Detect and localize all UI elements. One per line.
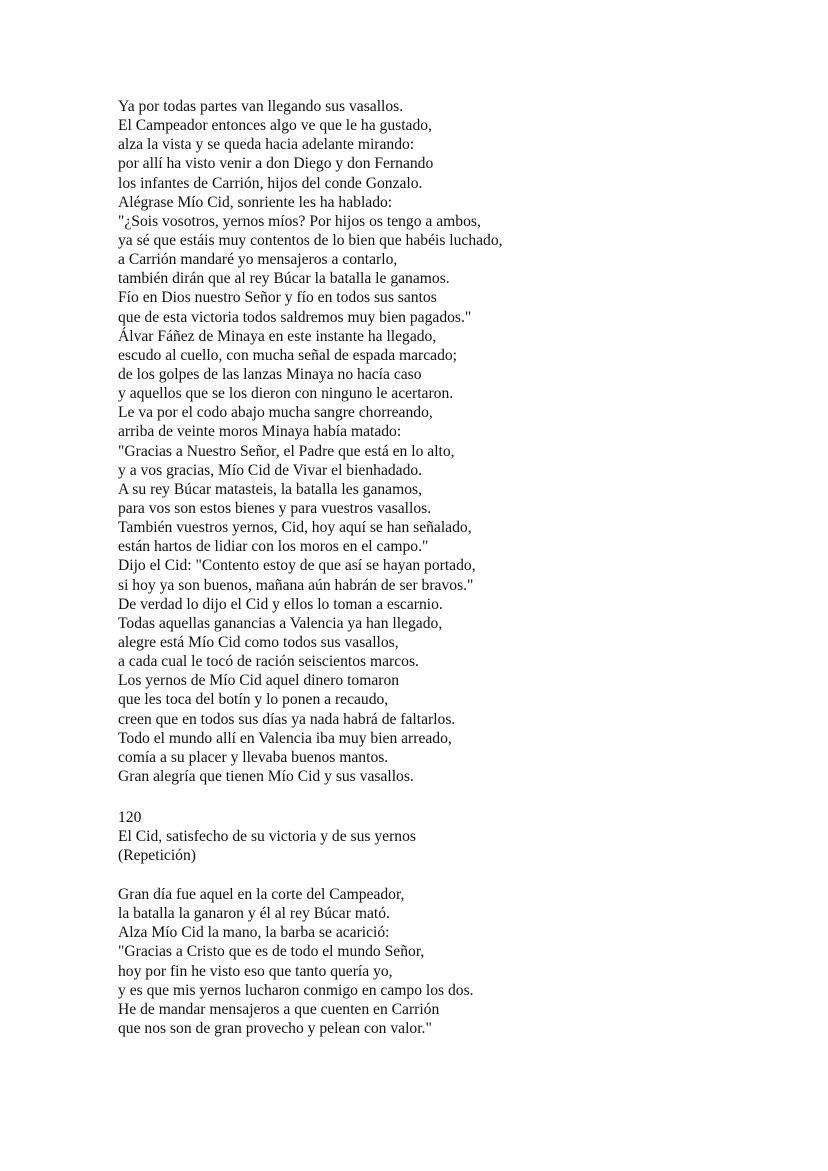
verse-line: hoy por fin he visto eso que tanto quería yo, [118, 962, 393, 980]
verse-line: Dijo el Cid: "Contento estoy de que así se hayan portado, [118, 557, 476, 575]
verse-line: escudo al cuello, con mucha señal de espada marcado; [118, 346, 458, 364]
verse-line: Gran día fue aquel en la corte del Campeador, [118, 886, 405, 903]
verse-line: y aquellos que se los dieron con ninguno le acertaron. [118, 385, 454, 403]
verse-line: ya sé que estáis muy contentos de lo bien que habéis luchado, [118, 231, 503, 249]
verse-line: alza la vista y se queda hacia adelante mirando: [118, 136, 415, 154]
verse-line: "Gracias a Nuestro Señor, el Padre que está en lo alto, [118, 442, 455, 460]
verse-line: a cada cual le tocó de ración seiscientos marcos. [118, 653, 419, 671]
verse-line: Gran alegría que tienen Mío Cid y sus vasallos. [118, 767, 414, 785]
section-subtitle: (Repetición) [118, 847, 196, 865]
verse-line: que nos son de gran provecho y pelean con valor." [118, 1019, 432, 1037]
verse-line: a Carrión mandaré yo mensajeros a contarlo, [118, 251, 398, 269]
section-header [118, 808, 416, 865]
verse-line: de los golpes de las lanzas Minaya no hacía caso [118, 365, 422, 383]
verse-line: He de mandar mensajeros a que cuenten en Carrión [118, 1000, 440, 1018]
verse-line: A su rey Búcar matasteis, la batalla les ganamos, [118, 480, 422, 498]
verse-line: también dirán que al rey Búcar la batalla le ganamos. [118, 270, 450, 288]
verse-line: Alza Mío Cid la mano, la barba se acarició: [118, 924, 390, 942]
verse-line: Los yernos de Mío Cid aquel dinero tomaron [118, 672, 400, 690]
verse-line: creen que en todos sus días ya nada habrá de faltarlos. [118, 710, 456, 728]
verse-line: y es que mis yernos lucharon conmigo en campo los dos. [118, 981, 474, 999]
verse-line: si hoy ya son buenos, mañana aún habrán de ser bravos." [118, 576, 474, 594]
verse-line: Alégrase Mío Cid, sonriente les ha hablado: [118, 193, 393, 211]
verse-line: De verdad lo dijo el Cid y ellos lo toman a escarnio. [118, 595, 443, 613]
verse-line: Todo el mundo allí en Valencia iba muy bien arreado, [118, 729, 452, 747]
verse-stanza-2 [118, 885, 474, 1038]
verse-line: "Gracias a Cristo que es de todo el mundo Señor, [118, 943, 425, 961]
verse-line: También vuestros yernos, Cid, hoy aquí se han señalado, [118, 519, 472, 537]
section-title: El Cid, satisfecho de su victoria y de sus yernos [118, 828, 416, 846]
verse-line: arriba de veinte moros Minaya había matado: [118, 423, 402, 441]
verse-line: que les toca del botín y lo ponen a recaudo, [118, 691, 389, 709]
verse-line: Fío en Dios nuestro Señor y fío en todos sus santos [118, 289, 437, 307]
verse-line: El Campeador entonces algo ve que le ha gustado, [118, 117, 432, 135]
verse-line: para vos son estos bienes y para vuestros vasallos. [118, 499, 432, 517]
verse-line: por allí ha visto venir a don Diego y don Fernando [118, 155, 434, 173]
verse-line: alegre está Mío Cid como todos sus vasallos, [118, 633, 399, 651]
verse-line: Álvar Fáñez de Minaya en este instante ha llegado, [118, 327, 437, 345]
verse-line: los infantes de Carrión, hijos del conde Gonzalo. [118, 174, 423, 192]
section-number: 120 [118, 809, 142, 826]
verse-line: y a vos gracias, Mío Cid de Vivar el bienhadado. [118, 461, 423, 479]
verse-line: comía a su placer y llevaba buenos mantos. [118, 748, 389, 766]
verse-line: que de esta victoria todos saldremos muy bien pagados." [118, 308, 472, 326]
verse-line: "¿Sois vosotros, yernos míos? Por hijos os tengo a ambos, [118, 212, 481, 230]
verse-line: la batalla la ganaron y él al rey Búcar mató. [118, 905, 390, 923]
verse-line: Ya por todas partes van llegando sus vasallos. [118, 98, 404, 115]
verse-line: Le va por el codo abajo mucha sangre chorreando, [118, 404, 433, 422]
verse-line: Todas aquellas ganancias a Valencia ya han llegado, [118, 614, 443, 632]
verse-line: están hartos de lidiar con los moros en el campo." [118, 538, 429, 556]
verse-stanza-1 [118, 97, 503, 786]
